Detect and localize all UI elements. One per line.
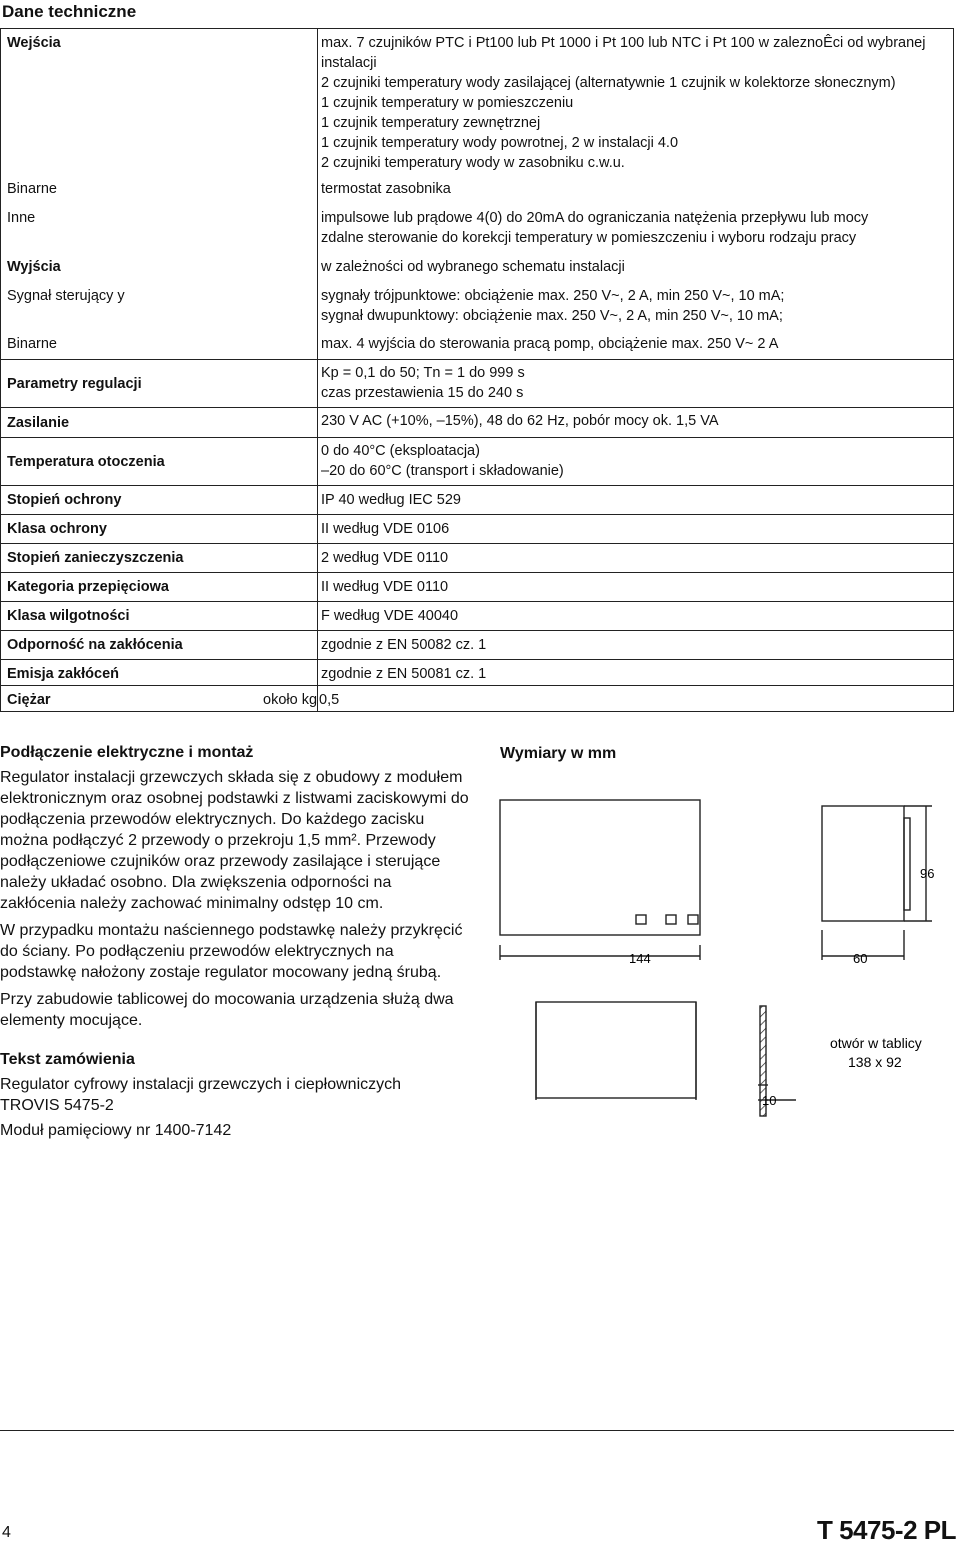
spec-table [0, 28, 954, 712]
spec-value: max. 7 czujników PTC i Pt100 lub Pt 1000 i Pt 100 lub NTC i Pt 100 w zaleznoÊci od wybranej instalacji 2 czujniki temperatury wody zasilającej (alternatywnie 1 czujnik w kolektorze słonecznym) 1 czujnik temperatury w pomieszczeniu 1 czujnik temperatury zewnętrznej 1 czujnik temperatury wody powrotnej, 2 w instalacji 4.0 2 czujniki temperatury wody w zasobniku c.w.u. [321, 35, 926, 171]
spec-value: zgodnie z EN 50081 cz. 1 [321, 666, 487, 682]
spec-row-parametry [1, 359, 953, 408]
spec-value: II według VDE 0106 [321, 521, 450, 537]
side-view-flange [904, 818, 910, 910]
spec-value: sygnały trójpunktowe: obciążenie max. 250 V~, 2 A, min 250 V~, 10 mA; sygnał dwupunktowy: obciążenie max. 250 V~, 2 A, min 250 V~, 10 mA; [321, 288, 785, 324]
depth-label: 60 [853, 951, 868, 966]
spec-value: impulsowe lub prądowe 4(0) do 20mA do ograniczania natężenia przepływu lub mocy zdalne sterowanie do korekcji temperatury w pomieszczeniu i wyboru rodzaju pracy [321, 210, 869, 246]
connection-heading: Podłączenie elektryczne i montaż [0, 744, 254, 761]
spec-value: 2 według VDE 0110 [321, 550, 449, 566]
spec-value: 230 V AC (+10%, –15%), 48 do 62 Hz, pobór mocy ok. 1,5 VA [321, 413, 719, 429]
spec-label: Sygnał sterujący y [7, 288, 125, 304]
dimension-drawing [496, 780, 956, 1140]
page-title: Dane techniczne [2, 2, 137, 21]
connection-paragraph: Przy zabudowie tablicowej do mocowania urządzenia służą dwa elementy mocujące. [0, 991, 454, 1029]
spec-label: Wejścia [7, 35, 61, 51]
connection-paragraph: W przypadku montażu naściennego podstawkę należy przykręcić do ściany. Po podłączeniu przewodów elektrycznych na podstawkę nałożony zostaje regulator mocowany jedną śrubą. [0, 922, 463, 981]
footer-divider [0, 1430, 954, 1431]
order-line: Regulator cyfrowy instalacji grzewczych i ciepłowniczych [0, 1076, 402, 1093]
spec-value: IP 40 według IEC 529 [321, 492, 461, 508]
spec-label: Kategoria przepięciowa [7, 579, 169, 595]
spec-row-emisja [1, 659, 953, 686]
spec-label: Inne [7, 210, 36, 226]
spec-label: Stopień zanieczyszczenia [7, 550, 184, 566]
spec-label: Wyjścia [7, 259, 61, 275]
panel-note-size: 138 x 92 [848, 1054, 902, 1070]
spec-value: 0 do 40°C (eksploatacja) –20 do 60°C (transport i składowanie) [321, 443, 564, 479]
spec-row-wilgotnosci [1, 601, 953, 631]
spec-value: zgodnie z EN 50082 cz. 1 [321, 637, 487, 653]
spec-unit: około kg [263, 692, 318, 708]
spec-value: w zależności od wybranego schematu instalacji [321, 259, 625, 275]
spec-label: Binarne [7, 336, 57, 352]
spec-label: Temperatura otoczenia [7, 454, 165, 470]
spec-row-ciezar [1, 685, 953, 712]
spec-row-klasa-ochrony [1, 514, 953, 544]
spec-row-stopien-ochrony [1, 485, 953, 515]
spec-row-temperatura [1, 437, 953, 486]
spec-value: F według VDE 40040 [321, 608, 459, 624]
page-number: 4 [2, 1524, 11, 1541]
height-label: 96 [920, 866, 935, 881]
spec-row-przepieciowa [1, 572, 953, 602]
connection-paragraph: Regulator instalacji grzewczych składa się z obudowy z modułem elektronicznym oraz osobnej podstawki z listwami zaciskowymi do podłączenia przewodów elektrycznych. Do każdego zacisku można podłączyć 2 przewody o przekroju 1,5 mm². Przewody podłączeniowe czujników oraz przewody zasilające i sterujące należy układać osobno. Dla zwiększenia odporności na zakłócenia należy zachować minimalny odstęp 10 cm. [0, 769, 469, 912]
document-code: T 5475-2 PL [816, 1515, 956, 1545]
gap-label: 10 [762, 1093, 777, 1108]
spec-label: Stopień ochrony [7, 492, 122, 508]
spec-label: Emisja zakłóceń [7, 666, 120, 682]
spec-value: Kp = 0,1 do 50; Tn = 1 do 999 s [321, 365, 525, 381]
spec-value: 0,5 [319, 692, 340, 708]
spec-label: Zasilanie [7, 415, 70, 431]
dimensions-title: Wymiary w mm [500, 745, 617, 762]
spec-label: Klasa ochrony [7, 521, 107, 537]
panel-cutout-view [536, 1002, 696, 1098]
spec-label: Klasa wilgotności [7, 608, 130, 624]
order-line: TROVIS 5475-2 [0, 1097, 114, 1114]
spec-value: max. 4 wyjścia do sterowania pracą pomp, obciążenie max. 250 V~ 2 A [321, 336, 779, 352]
spec-row-zasilanie [1, 407, 953, 438]
order-heading: Tekst zamówienia [0, 1051, 135, 1068]
order-line: Moduł pamięciowy nr 1400-7142 [0, 1122, 232, 1139]
spec-value: czas przestawienia 15 do 240 s [321, 385, 524, 401]
width-label: 144 [629, 951, 651, 966]
spec-label: Odporność na zakłócenia [7, 637, 183, 653]
side-view [822, 806, 904, 921]
spec-value: II według VDE 0110 [321, 579, 449, 595]
panel-note: otwór w tablicy [830, 1035, 922, 1051]
spec-label: Parametry regulacji [7, 376, 142, 392]
spec-value: termostat zasobnika [321, 181, 451, 197]
spec-row-odpornosc [1, 630, 953, 660]
spec-label: Binarne [7, 181, 57, 197]
connection-section [0, 742, 470, 1141]
spec-row-zanieczyszczenia [1, 543, 953, 573]
spec-label: Ciężar [7, 692, 51, 708]
